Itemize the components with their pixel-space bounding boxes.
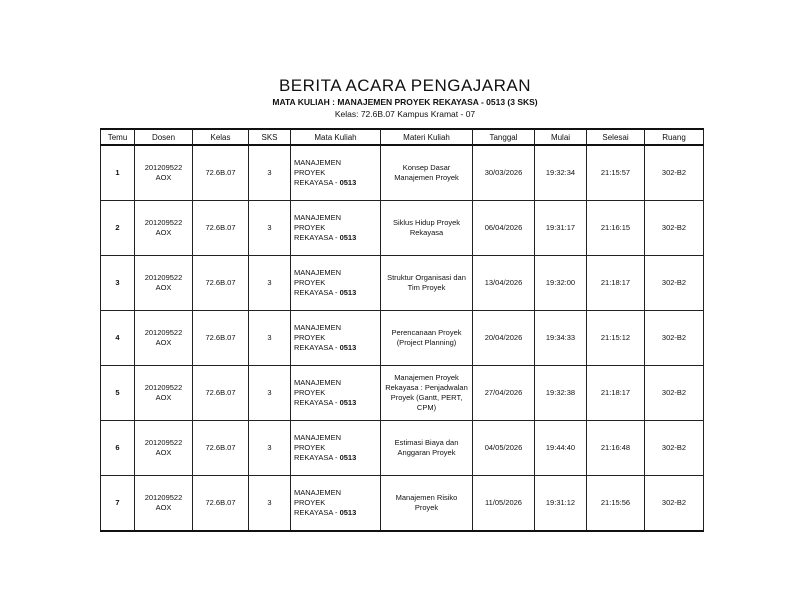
col-header-selesai: Selesai bbox=[587, 129, 645, 145]
cell-dosen bbox=[135, 256, 193, 311]
dosen-name: AOX bbox=[155, 448, 172, 457]
table-row bbox=[101, 366, 704, 421]
cell-materi-kuliah: Perencanaan Proyek (Project Planning) bbox=[381, 311, 473, 366]
mk-line: MANAJEMEN bbox=[294, 213, 342, 222]
mk-line: MANAJEMEN bbox=[294, 488, 342, 497]
table-row bbox=[101, 145, 704, 201]
col-header-tanggal: Tanggal bbox=[473, 129, 535, 145]
dosen-id: 201209522 bbox=[144, 328, 183, 337]
mk-line: PROYEK bbox=[294, 388, 326, 397]
cell-mulai: 19:44:40 bbox=[535, 421, 587, 476]
cell-kelas: 72.6B.07 bbox=[193, 201, 249, 256]
mk-code: 0513 bbox=[339, 453, 357, 462]
cell-ruang: 302-B2 bbox=[645, 145, 704, 201]
mk-code: 0513 bbox=[339, 343, 357, 352]
mk-line: REKAYASA - bbox=[294, 178, 340, 187]
cell-tanggal: 30/03/2026 bbox=[473, 145, 535, 201]
cell-selesai: 21:18:17 bbox=[587, 366, 645, 421]
cell-selesai: 21:15:56 bbox=[587, 476, 645, 532]
cell-mulai: 19:32:34 bbox=[535, 145, 587, 201]
col-header-kelas: Kelas bbox=[193, 129, 249, 145]
cell-mata-kuliah bbox=[291, 311, 381, 366]
cell-tanggal: 13/04/2026 bbox=[473, 256, 535, 311]
cell-tanggal: 20/04/2026 bbox=[473, 311, 535, 366]
mk-line: REKAYASA - bbox=[294, 233, 340, 242]
mk-line: MANAJEMEN bbox=[294, 323, 342, 332]
cell-temu: 3 bbox=[101, 256, 135, 311]
cell-sks: 3 bbox=[249, 476, 291, 532]
cell-materi-kuliah: Estimasi Biaya dan Anggaran Proyek bbox=[381, 421, 473, 476]
cell-selesai: 21:16:15 bbox=[587, 201, 645, 256]
cell-mulai: 19:31:12 bbox=[535, 476, 587, 532]
cell-sks: 3 bbox=[249, 366, 291, 421]
dosen-id: 201209522 bbox=[144, 273, 183, 282]
cell-selesai: 21:15:57 bbox=[587, 145, 645, 201]
cell-dosen bbox=[135, 421, 193, 476]
cell-mata-kuliah bbox=[291, 421, 381, 476]
dosen-id: 201209522 bbox=[144, 163, 183, 172]
col-header-dosen: Dosen bbox=[135, 129, 193, 145]
mk-code: 0513 bbox=[339, 508, 357, 517]
course-subtitle: MATA KULIAH : MANAJEMEN PROYEK REKAYASA - 0513 (3 SKS) bbox=[272, 97, 538, 107]
cell-temu: 5 bbox=[101, 366, 135, 421]
col-header-materi-kuliah: Materi Kuliah bbox=[381, 129, 473, 145]
cell-temu: 4 bbox=[101, 311, 135, 366]
mk-line: REKAYASA - bbox=[294, 288, 340, 297]
mk-line: PROYEK bbox=[294, 168, 326, 177]
cell-selesai: 21:16:48 bbox=[587, 421, 645, 476]
cell-dosen bbox=[135, 366, 193, 421]
dosen-id: 201209522 bbox=[144, 218, 183, 227]
table-row bbox=[101, 256, 704, 311]
cell-sks: 3 bbox=[249, 421, 291, 476]
cell-mulai: 19:34:33 bbox=[535, 311, 587, 366]
cell-tanggal: 04/05/2026 bbox=[473, 421, 535, 476]
cell-mulai: 19:32:38 bbox=[535, 366, 587, 421]
cell-dosen bbox=[135, 201, 193, 256]
table-row bbox=[101, 476, 704, 532]
mk-code: 0513 bbox=[339, 178, 357, 187]
cell-ruang: 302-B2 bbox=[645, 311, 704, 366]
table-row bbox=[101, 421, 704, 476]
cell-sks: 3 bbox=[249, 201, 291, 256]
cell-ruang: 302-B2 bbox=[645, 201, 704, 256]
cell-kelas: 72.6B.07 bbox=[193, 311, 249, 366]
dosen-id: 201209522 bbox=[144, 493, 183, 502]
cell-kelas: 72.6B.07 bbox=[193, 256, 249, 311]
col-header-sks: SKS bbox=[249, 129, 291, 145]
cell-dosen bbox=[135, 311, 193, 366]
cell-dosen bbox=[135, 145, 193, 201]
class-line: Kelas: 72.6B.07 Kampus Kramat - 07 bbox=[334, 109, 476, 119]
cell-kelas: 72.6B.07 bbox=[193, 145, 249, 201]
col-header-ruang: Ruang bbox=[645, 129, 704, 145]
cell-mata-kuliah bbox=[291, 476, 381, 532]
cell-temu: 6 bbox=[101, 421, 135, 476]
mk-line: PROYEK bbox=[294, 498, 326, 507]
mk-line: MANAJEMEN bbox=[294, 268, 342, 277]
dosen-name: AOX bbox=[155, 173, 172, 182]
cell-sks: 3 bbox=[249, 256, 291, 311]
cell-tanggal: 11/05/2026 bbox=[473, 476, 535, 532]
dosen-name: AOX bbox=[155, 393, 172, 402]
mk-line: REKAYASA - bbox=[294, 343, 340, 352]
mk-line: PROYEK bbox=[294, 223, 326, 232]
mk-line: MANAJEMEN bbox=[294, 158, 342, 167]
document-title: BERITA ACARA PENGAJARAN bbox=[278, 76, 532, 95]
cell-ruang: 302-B2 bbox=[645, 421, 704, 476]
dosen-name: AOX bbox=[155, 503, 172, 512]
dosen-name: AOX bbox=[155, 228, 172, 237]
cell-materi-kuliah: Manajemen Risiko Proyek bbox=[381, 476, 473, 532]
cell-tanggal: 27/04/2026 bbox=[473, 366, 535, 421]
table-row bbox=[101, 201, 704, 256]
cell-selesai: 21:18:17 bbox=[587, 256, 645, 311]
dosen-id: 201209522 bbox=[144, 438, 183, 447]
cell-mulai: 19:31:17 bbox=[535, 201, 587, 256]
header-row bbox=[101, 129, 704, 145]
cell-temu: 2 bbox=[101, 201, 135, 256]
mk-line: REKAYASA - bbox=[294, 453, 340, 462]
dosen-name: AOX bbox=[155, 283, 172, 292]
cell-mata-kuliah bbox=[291, 201, 381, 256]
mk-line: PROYEK bbox=[294, 443, 326, 452]
cell-sks: 3 bbox=[249, 145, 291, 201]
cell-temu: 7 bbox=[101, 476, 135, 532]
col-header-mulai: Mulai bbox=[535, 129, 587, 145]
cell-materi-kuliah: Manajemen Proyek Rekayasa : Penjadwalan Proyek (Gantt, PERT, CPM) bbox=[381, 366, 473, 421]
dosen-id: 201209522 bbox=[144, 383, 183, 392]
cell-mata-kuliah bbox=[291, 366, 381, 421]
mk-code: 0513 bbox=[339, 398, 357, 407]
cell-materi-kuliah: Konsep Dasar Manajemen Proyek bbox=[381, 145, 473, 201]
cell-temu: 1 bbox=[101, 145, 135, 201]
cell-selesai: 21:15:12 bbox=[587, 311, 645, 366]
col-header-temu: Temu bbox=[101, 129, 135, 145]
dosen-name: AOX bbox=[155, 338, 172, 347]
mk-line: PROYEK bbox=[294, 333, 326, 342]
cell-kelas: 72.6B.07 bbox=[193, 421, 249, 476]
cell-ruang: 302-B2 bbox=[645, 256, 704, 311]
cell-mata-kuliah bbox=[291, 256, 381, 311]
mk-line: MANAJEMEN bbox=[294, 378, 342, 387]
col-header-mata-kuliah: Mata Kuliah bbox=[291, 129, 381, 145]
cell-materi-kuliah: Siklus Hidup Proyek Rekayasa bbox=[381, 201, 473, 256]
cell-kelas: 72.6B.07 bbox=[193, 476, 249, 532]
cell-sks: 3 bbox=[249, 311, 291, 366]
mk-line: REKAYASA - bbox=[294, 398, 340, 407]
cell-dosen bbox=[135, 476, 193, 532]
cell-ruang: 302-B2 bbox=[645, 476, 704, 532]
cell-materi-kuliah: Struktur Organisasi dan Tim Proyek bbox=[381, 256, 473, 311]
mk-code: 0513 bbox=[339, 233, 357, 242]
cell-mulai: 19:32:00 bbox=[535, 256, 587, 311]
attendance-table bbox=[100, 128, 704, 532]
mk-line: PROYEK bbox=[294, 278, 326, 287]
mk-line: REKAYASA - bbox=[294, 508, 340, 517]
table-row bbox=[101, 311, 704, 366]
mk-code: 0513 bbox=[339, 288, 357, 297]
cell-ruang: 302-B2 bbox=[645, 366, 704, 421]
cell-kelas: 72.6B.07 bbox=[193, 366, 249, 421]
mk-line: MANAJEMEN bbox=[294, 433, 342, 442]
cell-tanggal: 06/04/2026 bbox=[473, 201, 535, 256]
cell-mata-kuliah bbox=[291, 145, 381, 201]
